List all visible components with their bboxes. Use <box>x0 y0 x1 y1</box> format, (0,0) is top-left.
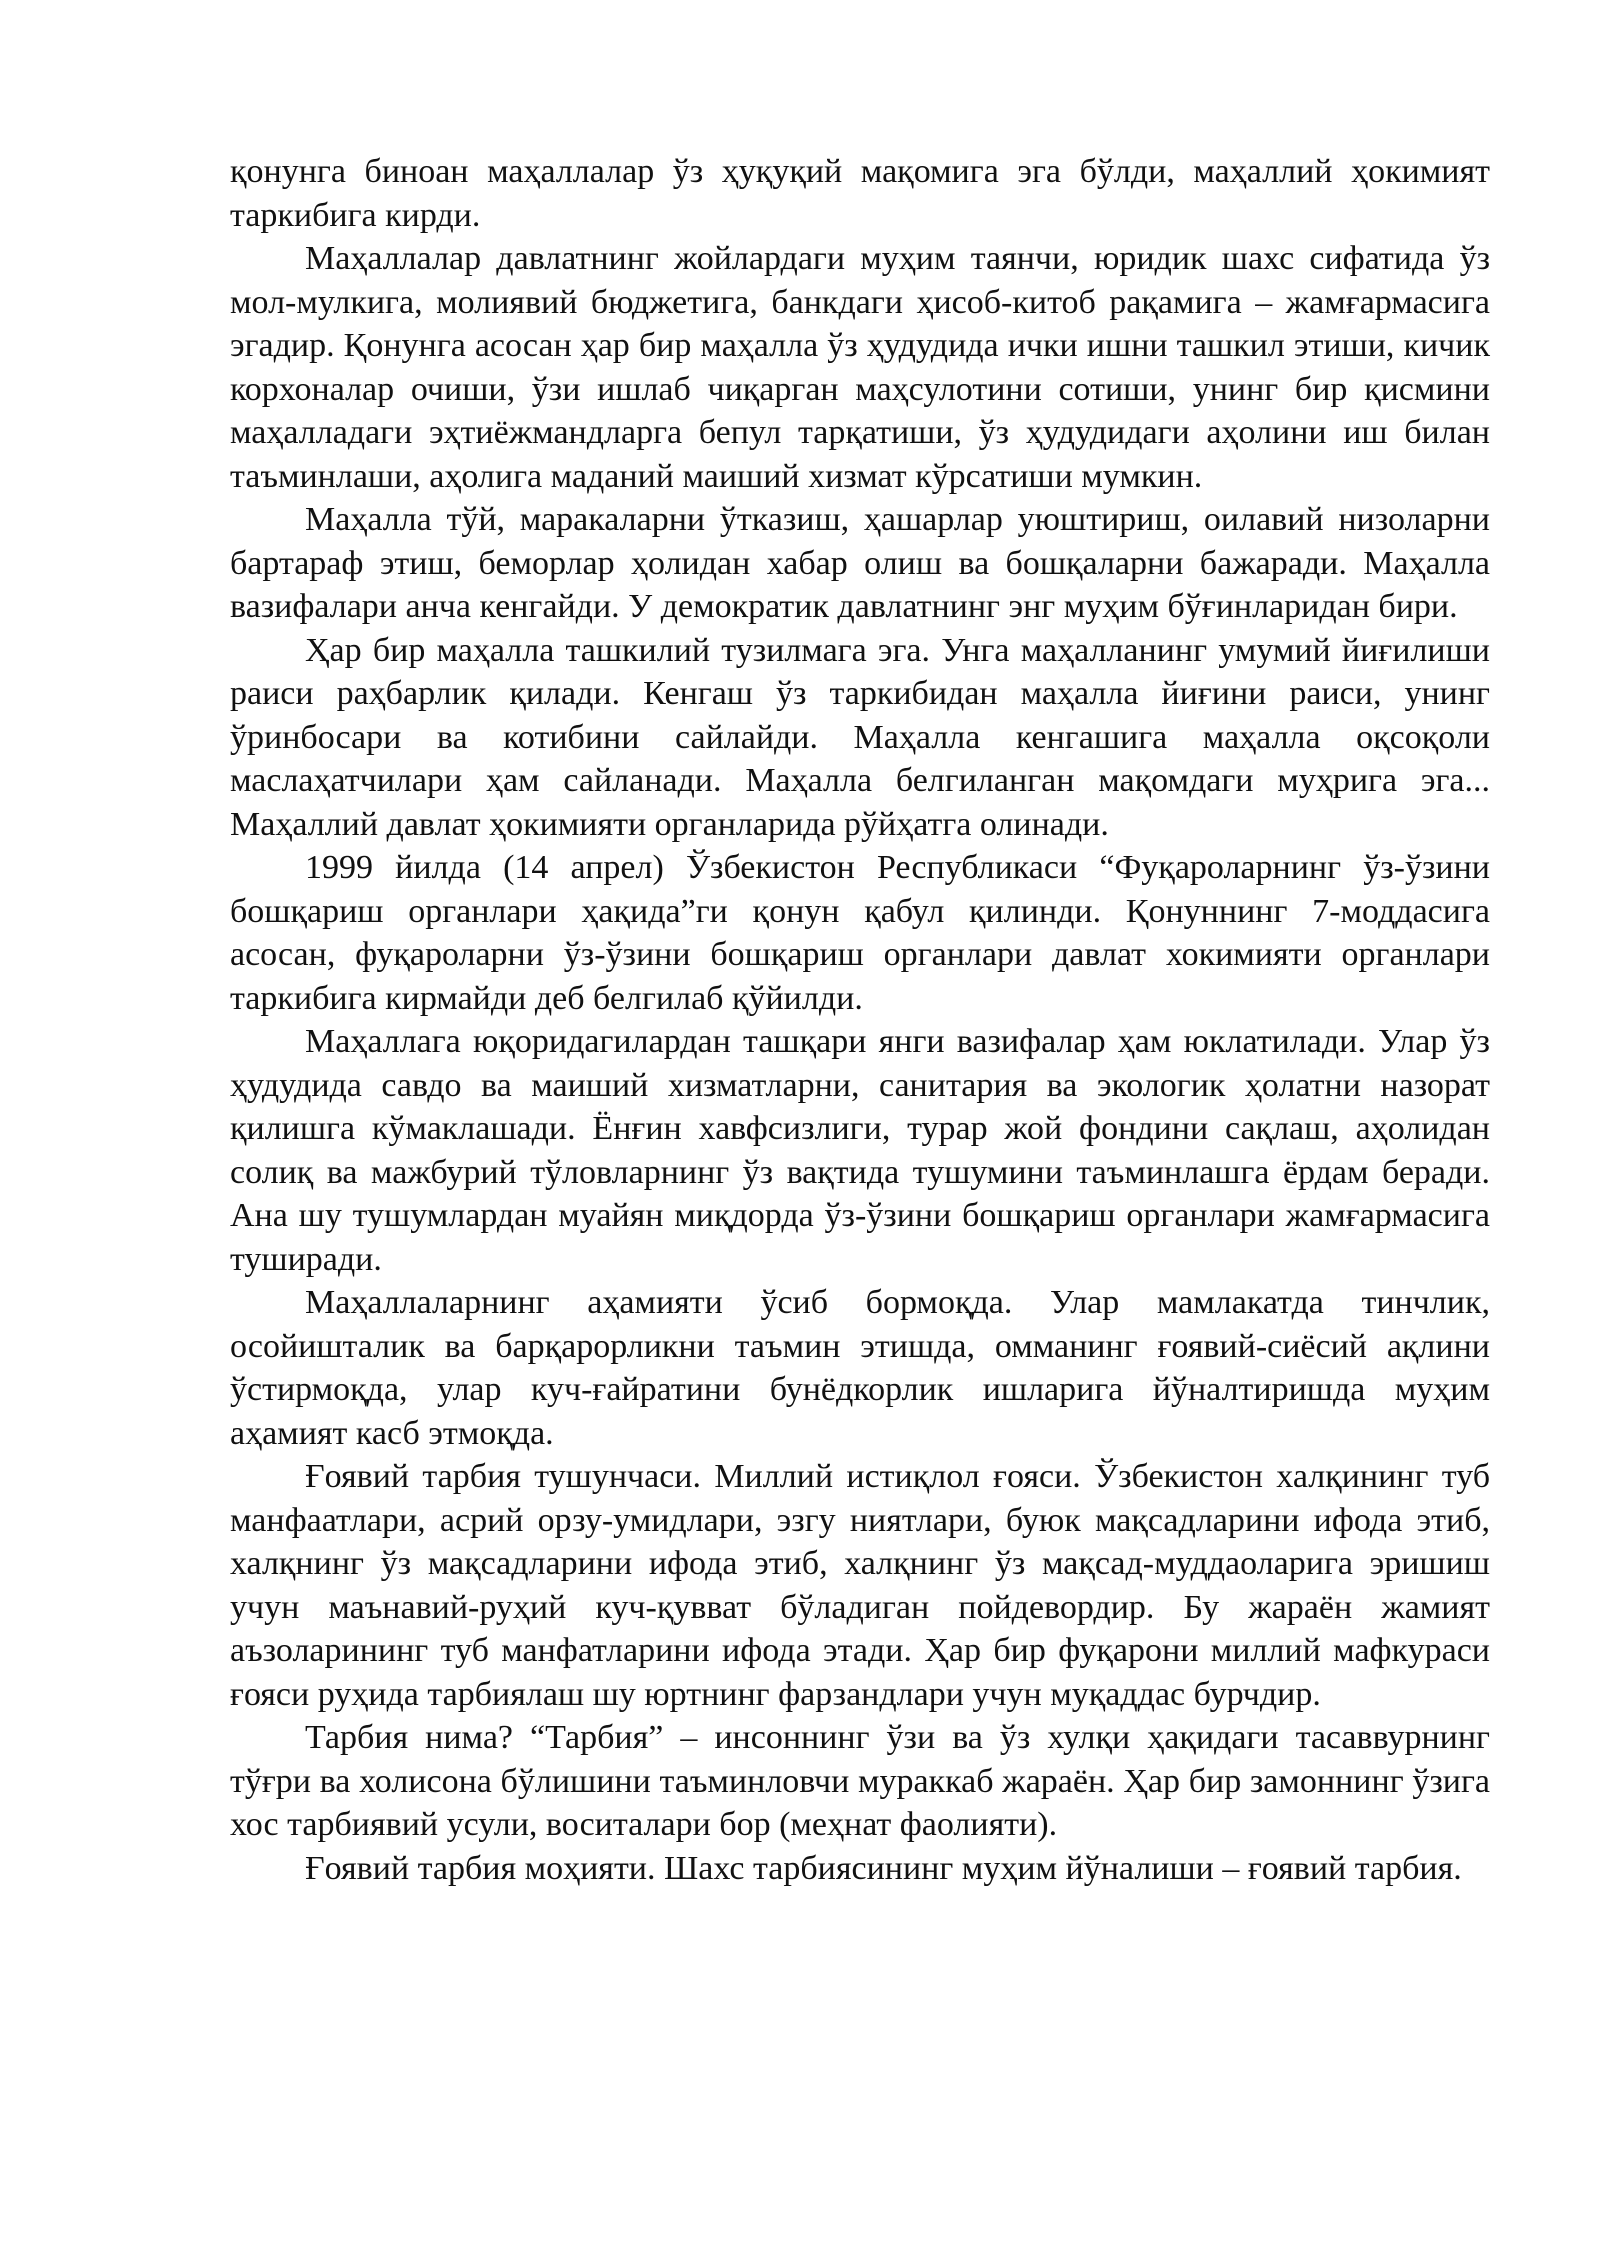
paragraph-2: Маҳаллалар давлатнинг жойлардаги муҳим таянчи, юридик шахс сифатида ўз мол-мулкига, молиявий бюджетига, банкдаги ҳисоб-китоб рақамига – жамғармасига эгадир. Қонунга асосан ҳар бир маҳалла ўз ҳудудида ички ишни ташкил этиши, кичик корхоналар очиши, ўзи ишлаб чиқарган маҳсулотини сотиши, унинг бир қисмини маҳалладаги эҳтиёжмандларга бепул тарқатиши, ўз ҳудудидаги аҳолини иш билан таъминлаши, аҳолига маданий маиший хизмат кўрсатиши мумкин. <box>230 240 1490 495</box>
paragraph-5: 1999 йилда (14 апрел) Ўзбекистон Республикаси “Фуқароларнинг ўз-ўзини бошқариш органлари ҳақида”ги қонун қабул қилинди. Қонуннинг 7-моддасига асосан, фуқароларни ўз-ўзини бошқариш органлари давлат хокимияти органлари таркибига кирмайди деб белгилаб қўйилди. <box>230 849 1490 1017</box>
paragraph-10: Ғоявий тарбия моҳияти. Шахс тарбиясининг муҳим йўналиши – ғоявий тарбия. <box>305 1849 1462 1887</box>
paragraph-7: Маҳаллаларнинг аҳамияти ўсиб бормоқда. Улар мамлакатда тинчлик, осойишталик ва барқарорликни таъмин этишда, омманинг ғоявий-сиёсий ақлини ўстирмоқда, улар куч-ғайратини бунёдкорлик ишларига йўналтиришда муҳим аҳамият касб этмоқда. <box>230 1284 1490 1452</box>
document-page <box>230 150 1490 1890</box>
paragraph-3: Маҳалла тўй, маракаларни ўтказиш, ҳашарлар уюштириш, оилавий низоларни бартараф этиш, беморлар ҳолидан хабар олиш ва бошқаларни бажаради. Маҳалла вазифалари анча кенгайди. У демократик давлатнинг энг муҳим бўғинларидан бири. <box>230 501 1490 625</box>
paragraph-1: қонунга биноан маҳаллалар ўз ҳуқуқий мақомига эга бўлди, маҳаллий ҳокимият таркибига кирди. <box>230 153 1490 234</box>
paragraph-8: Ғоявий тарбия тушунчаси. Миллий истиқлол ғояси. Ўзбекистон халқининг туб манфаатлари, асрий орзу-умидлари, эзгу ниятлари, буюк мақсадларини ифода этиб, халқнинг ўз мақсадларини ифода этиб, халқнинг ўз мақсад-муддаоларига эришиш учун маънавий-руҳий куч-қувват бўладиган пойдевордир. Бу жараён жамият аъзоларининг туб манфатларини ифода этади. Ҳар бир фуқарони миллий мафкураси ғояси руҳида тарбиялаш шу юртнинг фарзандлари учун муқаддас бурчдир. <box>230 1458 1490 1713</box>
paragraph-4: Ҳар бир маҳалла ташкилий тузилмага эга. Унга маҳалланинг умумий йиғилиши раиси раҳбарлик қилади. Кенгаш ўз таркибидан маҳалла йиғини раиси, унинг ўринбосари ва котибини сайлайди. Маҳалла кенгашига маҳалла оқсоқоли маслаҳатчилари ҳам сайланади. Маҳалла белгиланган мақомдаги муҳрига эга... Маҳаллий давлат ҳокимияти органларида рўйҳатга олинади. <box>230 631 1490 843</box>
paragraph-9: Тарбия нима? “Тарбия” – инсоннинг ўзи ва ўз хулқи ҳақидаги тасаввурнинг тўғри ва холисона бўлишини таъминловчи мураккаб жараён. Ҳар бир замоннинг ўзига хос тарбиявий усули, воситалари бор (меҳнат фаолияти). <box>230 1719 1490 1843</box>
paragraph-6: Маҳаллага юқоридагилардан ташқари янги вазифалар ҳам юклатилади. Улар ўз ҳудудида савдо ва маиший хизматларни, санитария ва экологик ҳолатни назорат қилишга кўмаклашади. Ёнғин хавфсизлиги, турар жой фондини сақлаш, аҳолидан солиқ ва мажбурий тўловларнинг ўз вақтида тушумини таъминлашга ёрдам беради. Ана шу тушумлардан муайян миқдорда ўз-ўзини бошқариш органлари жамғармасига туширади. <box>230 1023 1490 1278</box>
